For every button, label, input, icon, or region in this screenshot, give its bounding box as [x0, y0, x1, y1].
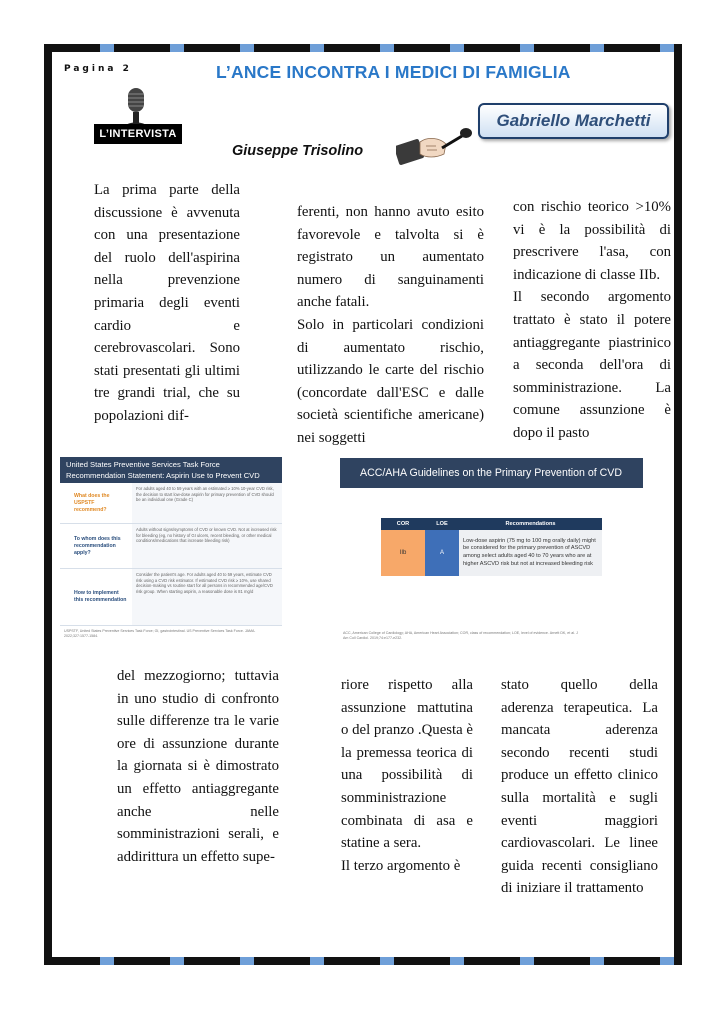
recommendation-table: [381, 518, 602, 576]
slide-answer: Adults without signs/symptoms of CVD or known CVD. Not at increased risk for bleeding (eg, no history of GI ulcers, recent bleeding, or other medical conditions/medications that increase bleeding risk): [132, 524, 282, 568]
microphone-icon: [118, 86, 154, 128]
paragraph: stato quello della aderenza terapeutica. La mancata aderenza secondo recenti studi produce un effetto clinico sulla mortalità e sugli eventi maggiori cardiovascolari. Le linee guida recenti consigliano di iniziare il trattamento: [501, 677, 658, 897]
column-header: COR: [381, 518, 425, 530]
page-title: L’ANCE INCONTRA I MEDICI DI FAMIGLIA: [216, 62, 571, 82]
text-column: [513, 196, 671, 445]
slide-title: ACC/AHA Guidelines on the Primary Prevention of CVD: [340, 458, 643, 488]
paragraph: Il secondo argomento trattato è stato il potere antiaggregante piastrinico a seconda dell'ora di somministrazione. La comune assunzione è dopo il pasto: [513, 289, 671, 441]
column-header: LOE: [425, 518, 459, 530]
slide-answer: For adults aged 40 to 59 years with an estimated ≥ 10% 10-year CVD risk, the decision to start low-dose aspirin for primary prevention of CVD should be an individual one (Grade C): [132, 483, 282, 523]
text-column: [117, 665, 279, 868]
author-name: Giuseppe Trisolino: [232, 143, 364, 159]
paragraph: Solo in particolari condizioni di aumentato rischio, utilizzando le carte del rischio (concordate dall'ESC e dalle società scientifiche americane) nei soggetti: [297, 316, 484, 446]
slide-question: What does the USPSTF recommend?: [74, 492, 110, 513]
slide-row: [60, 483, 282, 524]
slide-row: [60, 569, 282, 626]
slide-footnote: USPSTF, United States Preventive Services Task Force; GI, gastrointestinal. US Preventive Services Task Force. JAMA. 2022;327:1577-1584.: [64, 629, 256, 638]
slide-title: United States Preventive Services Task Force Recommendation Statement: Aspirin Use to Prevent CVD: [60, 457, 282, 483]
paragraph: del mezzogiorno; tuttavia in uno studio di confronto sulle differenze tra le varie ore di assunzione durante la giornata si è dimostrato un effetto antiaggregante anche nelle somministrazioni serali, e addirittura un effetto supe-: [117, 668, 279, 865]
slide-question: How to implement this recommendation: [74, 590, 127, 603]
text-column: [501, 674, 658, 900]
uspstf-slide: [60, 457, 282, 639]
slide-question: To whom does this recommendation apply?: [74, 535, 121, 556]
slide-answer: Consider the patient's age. For adults aged 40 to 59 years, estimate CVD risk using a CVD risk estimator. If estimated CVD risk ≥ 10%, use shared decision-making vs routine start for all persons in recommended age/CVD risk group. When starting aspirin, a reasonable dose is 81 mg/d: [132, 569, 282, 625]
paragraph: La prima parte della discussione è avvenuta con una presentazione del ruolo dell'aspirina nella prevenzione primaria degli eventi cardio e cerebrovascolari. Sono stati presentati gli ultimi tre grandi trial, che su popolazioni dif-: [94, 182, 240, 424]
slide-footnote: ACC, American College of Cardiology; AHA, American Heart Association; COR, class of recommendation; LOE, level of evidence. Arnett DK, et al. J Am Coll Cardiol. 2019;74:e177-e232.: [343, 631, 578, 640]
paragraph: riore rispetto alla assunzione mattutina o del pranzo .Questa è la premessa teorica di una possibilità di somministrazione combinata di asa e statine a sera.: [341, 677, 473, 852]
loe-cell: A: [425, 530, 459, 576]
author-name-box: Gabriello Marchetti: [478, 103, 669, 139]
hand-holding-microphone-icon: [396, 124, 474, 170]
text-column: [94, 179, 240, 428]
paragraph: con rischio teorico >10% vi è la possibilità di prescrivere l'asa, con indicazione di classe IIb.: [513, 199, 671, 283]
paragraph: ferenti, non hanno avuto esito favorevole e talvolta si è registrato un aumentato numero di sanguinamenti anche fatali.: [297, 204, 484, 311]
text-column: [341, 674, 473, 877]
acc-aha-slide: [340, 458, 643, 638]
slide-row: [60, 524, 282, 569]
recommendation-cell: Low-dose aspirin (75 mg to 100 mg orally daily) might be considered for the primary prevention of ASCVD among select adults aged 40 to 70 years who are at higher ASCVD risk but not at increased bleeding risk: [459, 530, 602, 576]
cor-cell: IIb: [381, 530, 425, 576]
text-column: [297, 201, 484, 450]
interview-badge: L’INTERVISTA: [94, 124, 182, 144]
paragraph: Il terzo argomento è: [341, 857, 461, 874]
column-header: Recommendations: [459, 518, 602, 530]
page-label: Pagina 2: [64, 64, 132, 74]
